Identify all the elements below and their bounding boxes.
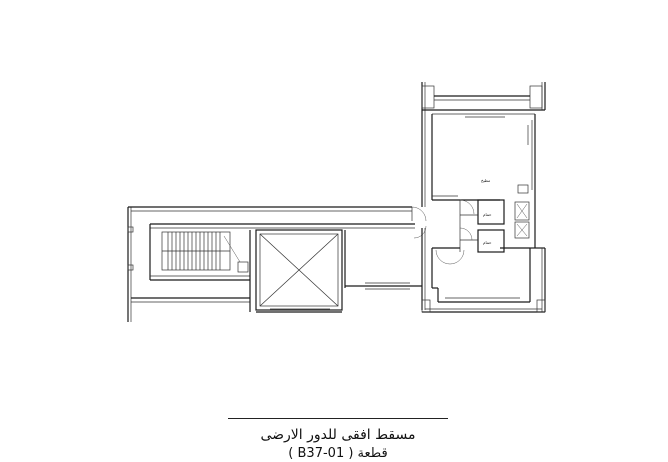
caption-plot-number: قطعة ( B37-01 ) [288,446,388,461]
staircase [162,232,248,272]
door-swings [412,207,464,264]
middle-corridor [256,283,422,312]
room-label-bath-2: حمام [483,240,492,245]
room-label-kitchen: مطبخ [481,178,491,183]
right-tower [422,82,545,248]
bathrooms [460,200,504,252]
room-label-bath-1: حمام [483,212,492,217]
caption-title: مسقط افقى للدور الارضى [260,427,416,443]
plan-caption [228,418,448,462]
left-wing [128,207,415,322]
central-void [250,230,345,312]
